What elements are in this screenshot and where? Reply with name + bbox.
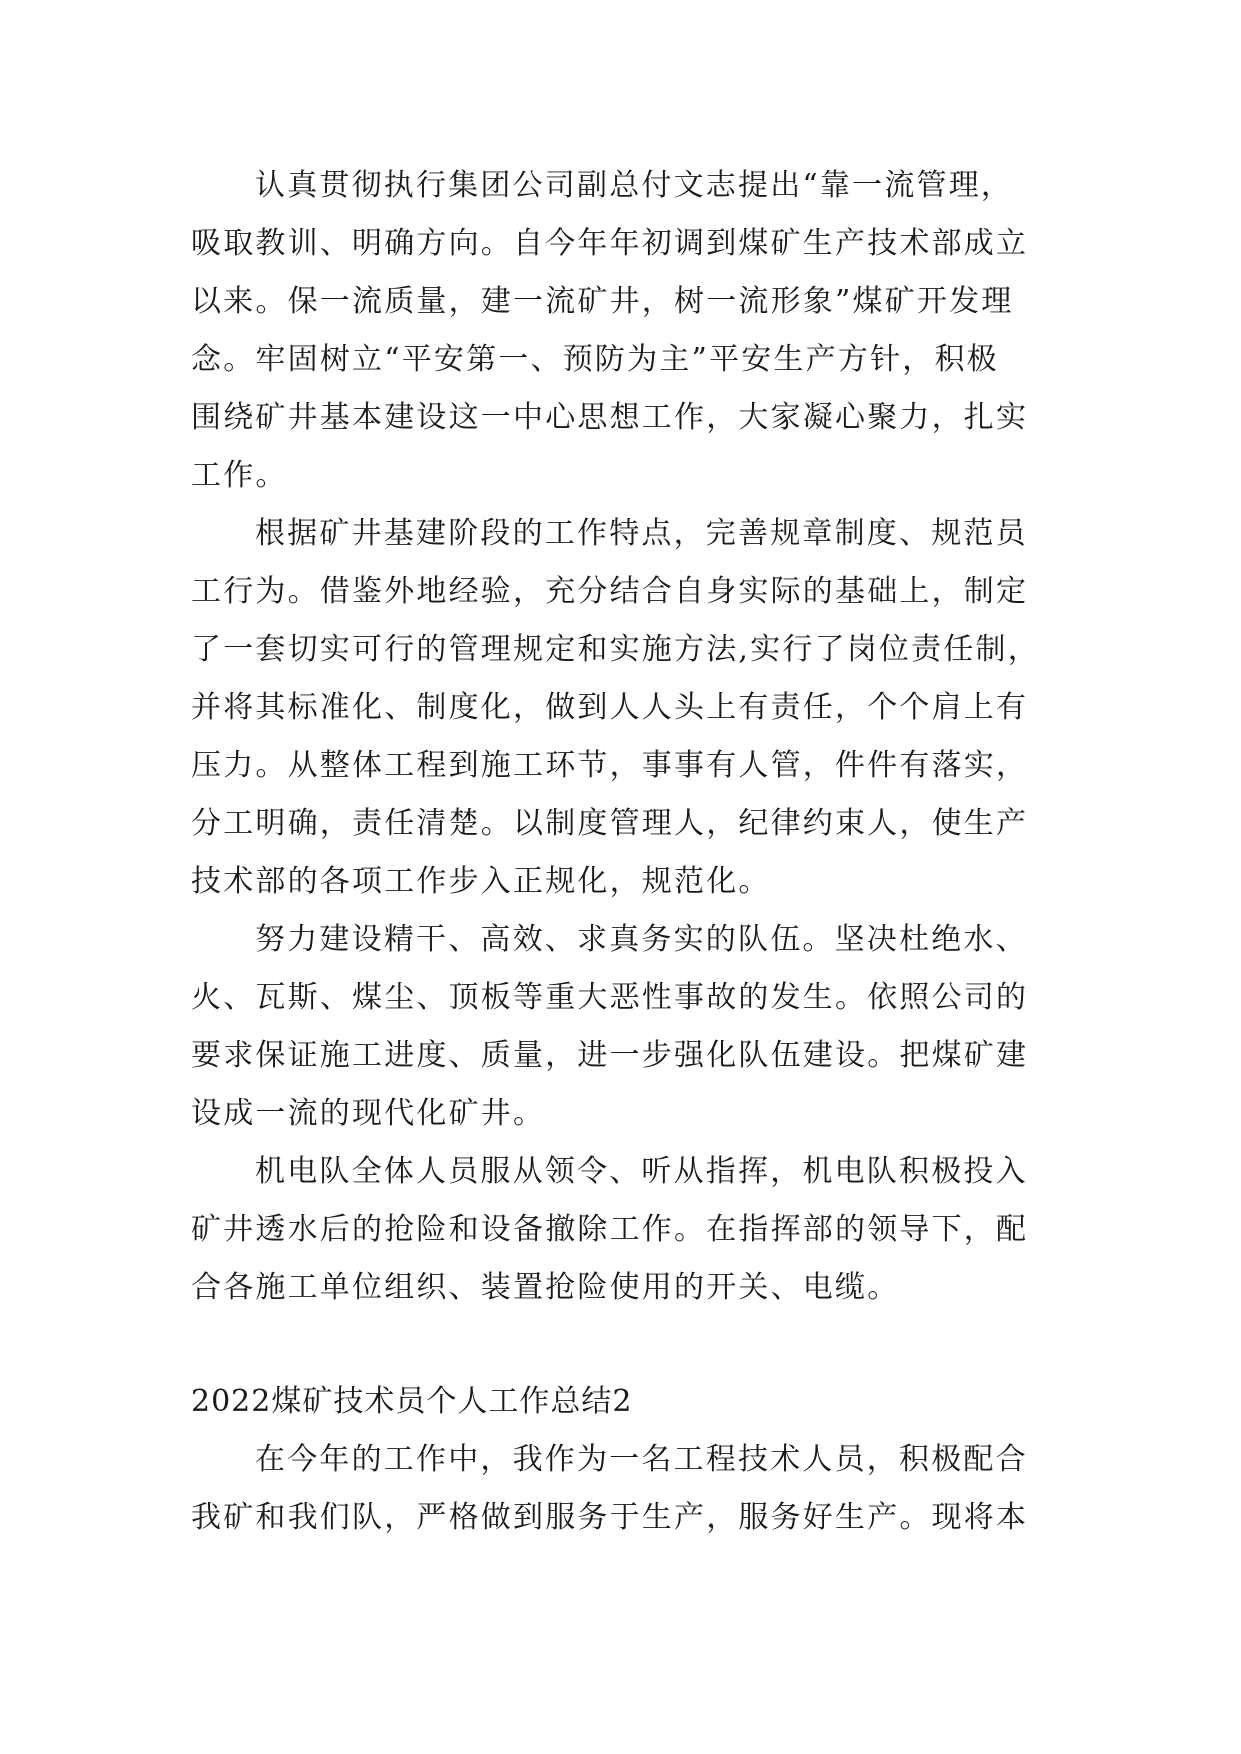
paragraph-4 <box>191 1143 1061 1317</box>
text-line: 根据矿井基建阶段的工作特点，完善规章制度、规范员 <box>255 516 1028 551</box>
text-line: 工行为。借鉴外地经验，充分结合自身实际的基础上，制定 <box>191 574 1029 609</box>
paragraph-5 <box>191 1431 1061 1547</box>
text-line: 在今年的工作中，我作为一名工程技术人员，积极配合 <box>255 1442 1028 1477</box>
section-heading: 2022煤矿技术员个人工作总结2 <box>191 1384 633 1419</box>
text-line: 我矿和我们队，严格做到服务于生产，服务好生产。现将本 <box>191 1500 1029 1535</box>
text-line: 了一套切实可行的管理规定和实施方法,实行了岗位责任制， <box>191 632 1040 667</box>
text-line: 围绕矿井基本建设这一中心思想工作，大家凝心聚力，扎实 <box>191 400 1029 435</box>
text-line: 吸取教训、明确方向。自今年年初调到煤矿生产技术部成立 <box>191 226 1029 261</box>
text-line: 合各施工单位组织、装置抢险使用的开关、电缆。 <box>191 1270 900 1305</box>
text-line: 分工明确，责任清楚。以制度管理人，纪律约束人，使生产 <box>191 806 1029 841</box>
paragraph-1 <box>191 157 1061 505</box>
text-line: 以来。保一流质量，建一流矿井，树一流形象”煤矿开发理 <box>191 284 1014 319</box>
paragraph-3 <box>191 911 1061 1143</box>
text-line: 要求保证施工进度、质量，进一步强化队伍建设。把煤矿建 <box>191 1038 1029 1073</box>
text-line: 念。牢固树立“平安第一、预防为主”平安生产方针，积极 <box>191 342 999 377</box>
text-line: 努力建设精干、高效、求真务实的队伍。坚决杜绝水、 <box>255 922 1028 957</box>
document-body <box>191 157 1061 1547</box>
text-line: 机电队全体人员服从领令、听从指挥，机电队积极投入 <box>255 1154 1028 1189</box>
text-line: 并将其标准化、制度化，做到人人头上有责任，个个肩上有 <box>191 690 1029 725</box>
paragraph-2 <box>191 505 1061 911</box>
text-line: 技术部的各项工作步入正规化，规范化。 <box>191 864 771 899</box>
text-line: 矿井透水后的抢险和设备撤除工作。在指挥部的领导下，配 <box>191 1212 1029 1247</box>
text-line: 认真贯彻执行集团公司副总付文志提出“靠一流管理， <box>255 168 1014 203</box>
text-line: 压力。从整体工程到施工环节，事事有人管，件件有落实， <box>191 748 1029 783</box>
text-line: 工作。 <box>191 458 288 493</box>
text-line: 火、瓦斯、煤尘、顶板等重大恶性事故的发生。依照公司的 <box>191 980 1029 1015</box>
text-line: 设成一流的现代化矿井。 <box>191 1096 546 1131</box>
